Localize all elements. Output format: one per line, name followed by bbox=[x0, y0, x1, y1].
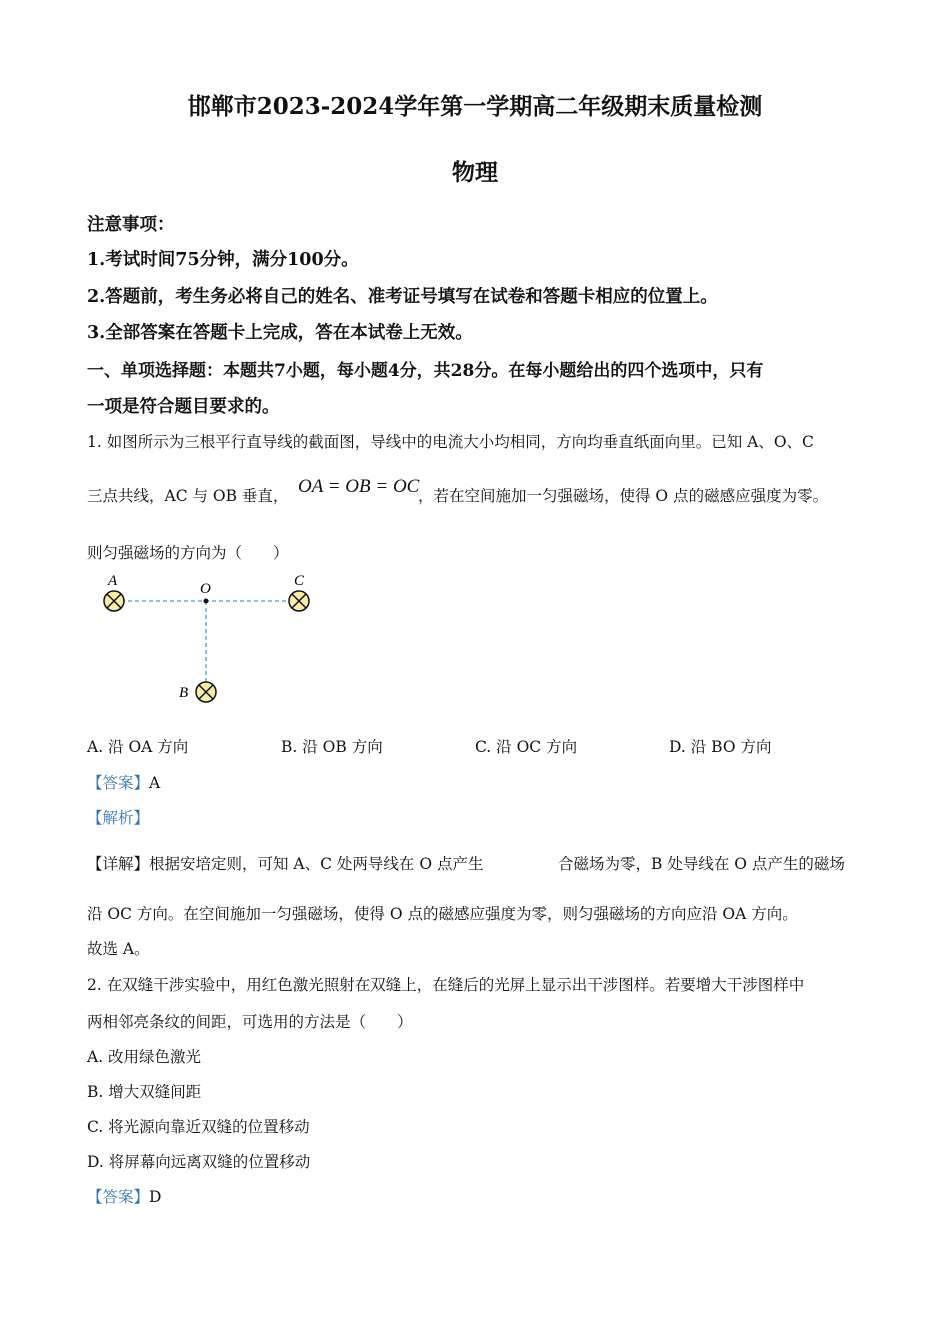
q1-answer-tag: 【答案】 bbox=[87, 774, 150, 792]
section-heading-line2: 一项是符合题目要求的。 bbox=[87, 397, 280, 417]
notice-heading: 注意事项： bbox=[87, 215, 175, 235]
page-title: 邯郸市2023-2024学年第一学期高二年级期末质量检测 bbox=[187, 93, 763, 120]
q1-detail-line2: 沿 OC 方向。在空间施加一匀强磁场，使得 O 点的磁感应强度为零，则匀强磁场的方向应沿 OA 方向。 bbox=[87, 905, 798, 923]
subject-title: 物理 bbox=[452, 159, 498, 186]
wire-c-icon bbox=[289, 591, 309, 611]
section-heading-line1: 一、单项选择题：本题共7小题，每小题4分，共28分。在每小题给出的四个选项中，只有 bbox=[87, 361, 764, 381]
q1-answer-line bbox=[87, 771, 160, 793]
q2-answer-tag: 【答案】 bbox=[87, 1188, 150, 1206]
q1-formula: OA = OB = OC bbox=[298, 476, 420, 497]
notice-item-1: 1.考试时间75分钟，满分100分。 bbox=[87, 250, 359, 270]
label-o: O bbox=[200, 581, 211, 597]
label-a: A bbox=[108, 573, 118, 589]
label-c: C bbox=[294, 573, 305, 589]
q1-stem-line3: 则匀强磁场的方向为（ ） bbox=[87, 544, 289, 562]
q1-stem-line2a: 三点共线，AC 与 OB 垂直， bbox=[87, 487, 289, 505]
q1-detail-line1b: 合磁场为零，B 处导线在 O 点产生的磁场 bbox=[558, 855, 845, 873]
q1-analysis-tag: 【解析】 bbox=[87, 809, 150, 827]
label-b: B bbox=[179, 685, 189, 701]
q2-stem-line2: 两相邻亮条纹的间距，可选用的方法是（ ） bbox=[87, 1013, 413, 1031]
notice-item-3: 3.全部答案在答题卡上完成，答在本试卷上无效。 bbox=[87, 323, 473, 343]
q1-option-c: C. 沿 OC 方向 bbox=[475, 738, 578, 756]
notice-item-2: 2.答题前，考生务必将自己的姓名、准考证号填写在试卷和答题卡相应的位置上。 bbox=[87, 287, 718, 307]
q1-detail-line1a: 【详解】根据安培定则，可知 A、C 处两导线在 O 点产生 bbox=[87, 855, 484, 873]
q2-option-a: A. 改用绿色激光 bbox=[87, 1048, 202, 1066]
q2-option-d: D. 将屏幕向远离双缝的位置移动 bbox=[87, 1153, 311, 1171]
q1-option-a: A. 沿 OA 方向 bbox=[87, 738, 189, 756]
q2-option-b: B. 增大双缝间距 bbox=[87, 1083, 202, 1101]
q1-stem-line2b: ，若在空间施加一匀强磁场，使得 O 点的磁感应强度为零。 bbox=[418, 487, 829, 505]
q1-answer: A bbox=[149, 774, 161, 792]
wire-b-icon bbox=[196, 682, 216, 702]
q1-stem-line1: 1. 如图所示为三根平行直导线的截面图，导线中的电流大小均相同，方向均垂直纸面向里。已知 A、O、C bbox=[87, 433, 814, 451]
q2-stem-line1: 2. 在双缝干涉实验中，用红色激光照射在双缝上，在缝后的光屏上显示出干涉图样。若要增大干涉图样中 bbox=[87, 976, 805, 994]
q1-figure bbox=[90, 568, 330, 713]
q1-option-b: B. 沿 OB 方向 bbox=[281, 738, 383, 756]
q2-answer: D bbox=[149, 1188, 162, 1206]
q2-answer-line bbox=[87, 1185, 161, 1207]
q1-option-d: D. 沿 BO 方向 bbox=[669, 738, 772, 756]
wire-a-icon bbox=[104, 591, 124, 611]
q2-option-c: C. 将光源向靠近双缝的位置移动 bbox=[87, 1118, 310, 1136]
point-o bbox=[204, 599, 209, 604]
q1-conclusion: 故选 A。 bbox=[87, 940, 150, 958]
